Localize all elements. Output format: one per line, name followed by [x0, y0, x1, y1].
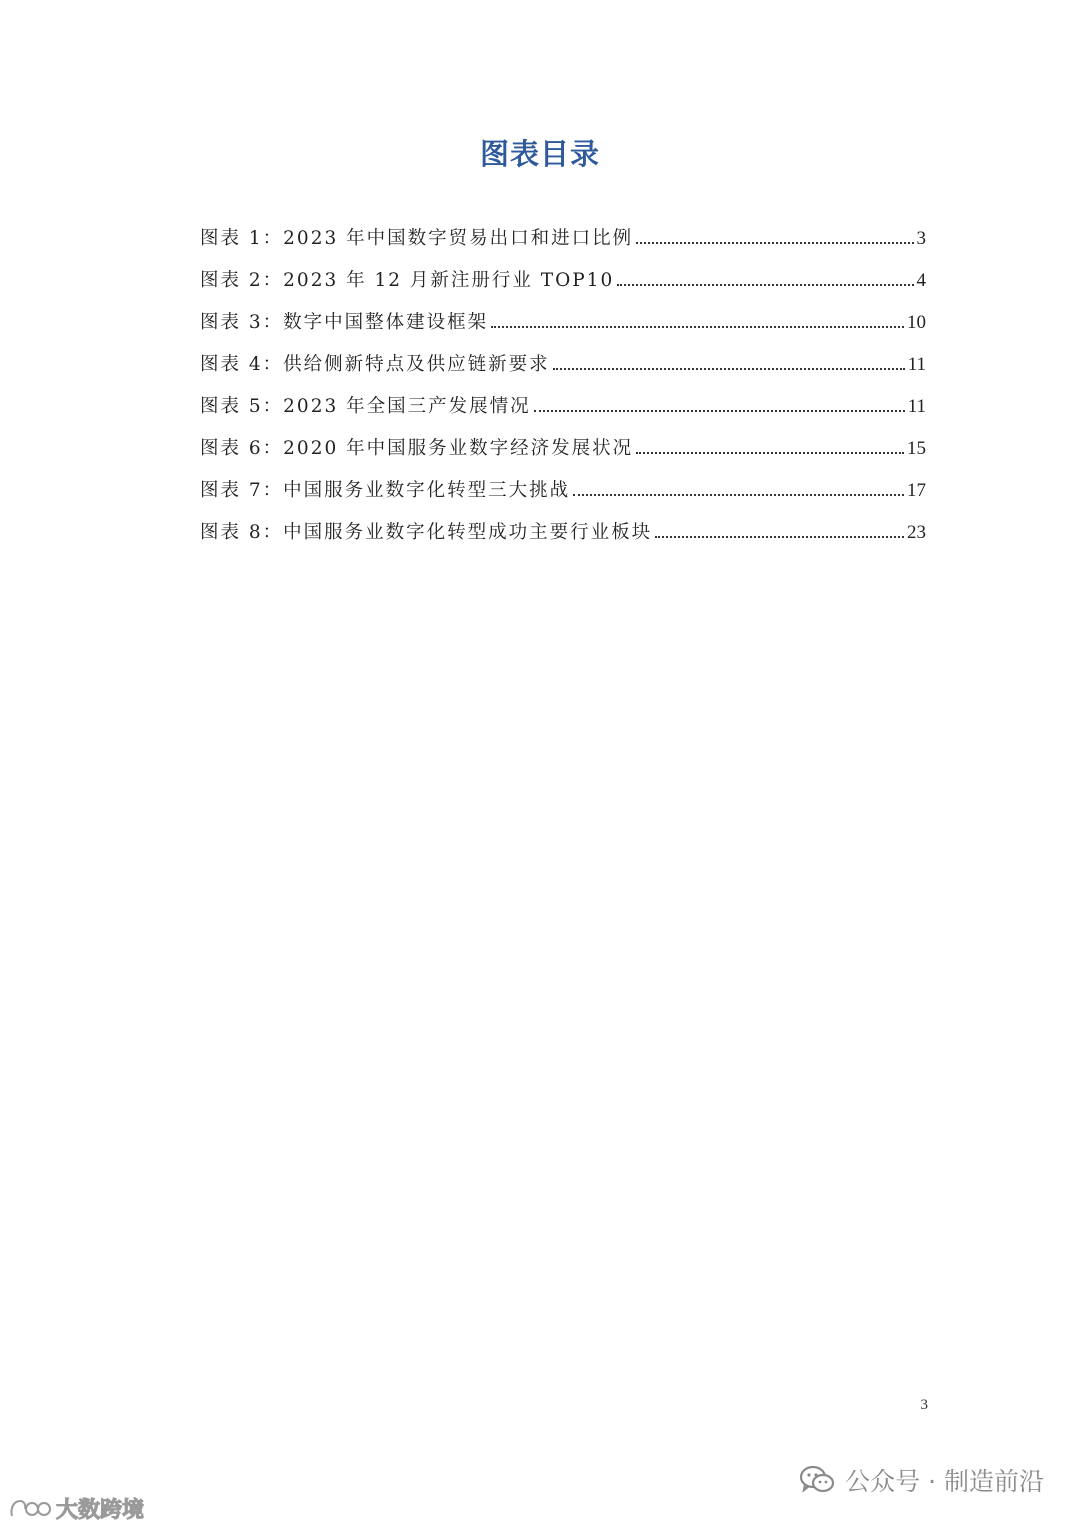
toc-entry-label: 图表 6：2020 年中国服务业数字经济发展状况	[200, 438, 634, 459]
toc-entry-8[interactable]	[200, 516, 926, 558]
toc-entry-2[interactable]	[200, 264, 926, 306]
toc-entry-page: 11	[907, 396, 926, 417]
toc-leader-dots	[636, 452, 904, 454]
toc-entry-6[interactable]	[200, 432, 926, 474]
page-title: 图表目录	[479, 137, 600, 171]
toc-entry-5[interactable]	[200, 390, 926, 432]
toc-entry-page: 3	[916, 228, 926, 249]
toc-leader-dots	[553, 368, 905, 370]
toc-entry-label: 图表 2：2023 年 12 月新注册行业 TOP10	[200, 270, 615, 291]
toc-leader-dots	[534, 410, 905, 412]
toc-entry-7[interactable]	[200, 474, 926, 516]
page-number: 3	[920, 1397, 928, 1413]
toc-entry-page: 15	[907, 438, 926, 459]
toc-entry-page: 4	[916, 270, 926, 291]
toc-entry-label: 图表 1：2023 年中国数字贸易出口和进口比例	[200, 228, 634, 249]
toc-leader-dots	[617, 284, 913, 286]
wechat-watermark	[799, 1462, 1044, 1498]
toc-entry-4[interactable]	[200, 348, 926, 390]
toc-leader-dots	[655, 536, 904, 538]
wechat-watermark-text: 公众号 · 制造前沿	[845, 1467, 1044, 1496]
brand-watermark	[8, 1493, 144, 1524]
brand-logo-icon	[8, 1496, 52, 1522]
toc-entry-page: 10	[907, 312, 926, 333]
toc-entry-label: 图表 5：2023 年全国三产发展情况	[200, 396, 531, 417]
toc-entry-label: 图表 3：数字中国整体建设框架	[200, 312, 489, 333]
brand-watermark-text: 大数跨境	[56, 1498, 145, 1523]
toc-entry-1[interactable]	[200, 222, 926, 264]
toc-entry-label: 图表 8：中国服务业数字化转型成功主要行业板块	[200, 522, 653, 543]
table-of-figures	[200, 222, 926, 558]
toc-entry-3[interactable]	[200, 306, 926, 348]
wechat-icon	[799, 1465, 835, 1495]
toc-leader-dots	[573, 494, 904, 496]
toc-entry-page: 11	[907, 354, 926, 375]
toc-entry-page: 17	[907, 480, 926, 501]
toc-leader-dots	[491, 326, 904, 328]
toc-entry-page: 23	[907, 522, 926, 543]
toc-leader-dots	[636, 242, 913, 244]
toc-entry-label: 图表 4：供给侧新特点及供应链新要求	[200, 354, 550, 375]
toc-entry-label: 图表 7：中国服务业数字化转型三大挑战	[200, 480, 571, 501]
